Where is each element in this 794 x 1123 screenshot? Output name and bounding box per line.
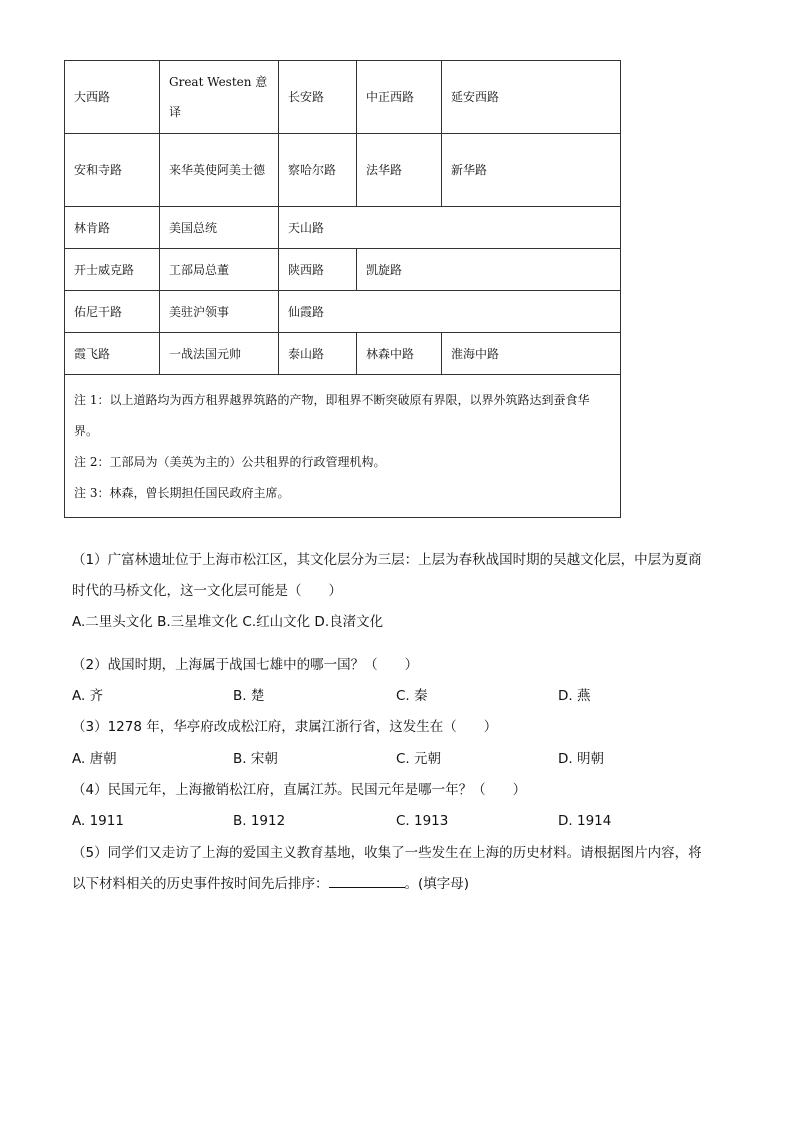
- table-cell: 林肯路: [65, 207, 160, 249]
- table-row: [65, 207, 621, 249]
- question-5-stem-suffix: 。(填字母): [404, 876, 470, 892]
- table-cell: 一战法国元帅: [160, 333, 279, 375]
- table-cell: 中正西路: [357, 61, 442, 134]
- table-cell: 林森中路: [357, 333, 442, 375]
- table-cell: 美驻沪领事: [160, 291, 279, 333]
- table-cell: 来华英使阿美士德: [160, 134, 279, 207]
- question-3-option-a: A. 唐朝: [72, 751, 117, 767]
- table-cell: 霞飞路: [65, 333, 160, 375]
- table-cell: 天山路: [279, 207, 621, 249]
- table-note: 注 2：工部局为（美英为主的）公共租界的行政管理机构。: [74, 455, 386, 469]
- question-2-option-a: A. 齐: [72, 688, 104, 704]
- table-cell: 法华路: [357, 134, 442, 207]
- table-cell: 淮海中路: [442, 333, 621, 375]
- table-row: [65, 291, 621, 333]
- road-names-table: [64, 60, 621, 518]
- table-cell: 大西路: [65, 61, 160, 134]
- question-3-option-d: D. 明朝: [558, 751, 604, 767]
- question-5-stem-line1: （5）同学们又走访了上海的爱国主义教育基地，收集了一些发生在上海的历史材料。请根据图片内容，将: [72, 845, 702, 861]
- question-4-option-b: B. 1912: [233, 813, 286, 829]
- question-1-stem-line1: （1）广富林遗址位于上海市松江区，其文化层分为三层：上层为春秋战国时期的吴越文化层，中层为夏商: [72, 552, 702, 568]
- table-cell: Great Westen 意译: [160, 61, 279, 134]
- table-row: [65, 61, 621, 134]
- table-cell: 佑尼干路: [65, 291, 160, 333]
- answer-blank[interactable]: [329, 873, 405, 888]
- question-1-options: A.二里头文化 B.三星堆文化 C.红山文化 D.良渚文化: [72, 614, 384, 630]
- question-2-stem: （2）战国时期，上海属于战国七雄中的哪一国？（ ）: [72, 657, 419, 673]
- question-4-option-a: A. 1911: [72, 813, 124, 829]
- question-3-option-b: B. 宋朝: [233, 751, 278, 767]
- table-cell: 延安西路: [442, 61, 621, 134]
- question-5-stem-text: 以下材料相关的历史事件按时间先后排序：: [72, 876, 329, 892]
- question-1-stem-line2: 时代的马桥文化，这一文化层可能是（ ）: [72, 583, 342, 599]
- table-notes-row: [65, 375, 621, 518]
- table-cell: 美国总统: [160, 207, 279, 249]
- table-row: [65, 249, 621, 291]
- question-4-option-d: D. 1914: [558, 813, 612, 829]
- table-notes: [65, 375, 621, 518]
- table-row: [65, 134, 621, 207]
- question-4-stem: （4）民国元年，上海撤销松江府，直属江苏。民国元年是哪一年？（ ）: [72, 782, 527, 798]
- question-5-stem-line2: [72, 873, 469, 894]
- table-cell: 长安路: [279, 61, 357, 134]
- table-cell: 陕西路: [279, 249, 357, 291]
- table-cell: 新华路: [442, 134, 621, 207]
- question-3-option-c: C. 元朝: [396, 751, 442, 767]
- table-cell: 开士威克路: [65, 249, 160, 291]
- table-cell: 凯旋路: [357, 249, 621, 291]
- table-cell: 安和寺路: [65, 134, 160, 207]
- question-4-option-c: C. 1913: [396, 813, 449, 829]
- question-2-option-c: C. 秦: [396, 688, 428, 704]
- table-note: 注 1：以上道路均为西方租界越界筑路的产物，即租界不断突破原有界限，以界外筑路达到蚕食华界。: [74, 393, 590, 438]
- table-row: [65, 333, 621, 375]
- table-cell: 泰山路: [279, 333, 357, 375]
- question-2-option-d: D. 燕: [558, 688, 591, 704]
- table-cell: 察哈尔路: [279, 134, 357, 207]
- table-cell: 工部局总董: [160, 249, 279, 291]
- table-note: 注 3：林森，曾长期担任国民政府主席。: [74, 486, 290, 500]
- question-2-option-b: B. 楚: [233, 688, 265, 704]
- question-3-stem: （3）1278 年，华亭府改成松江府，隶属江浙行省，这发生在（ ）: [72, 719, 498, 735]
- table-cell: 仙霞路: [279, 291, 621, 333]
